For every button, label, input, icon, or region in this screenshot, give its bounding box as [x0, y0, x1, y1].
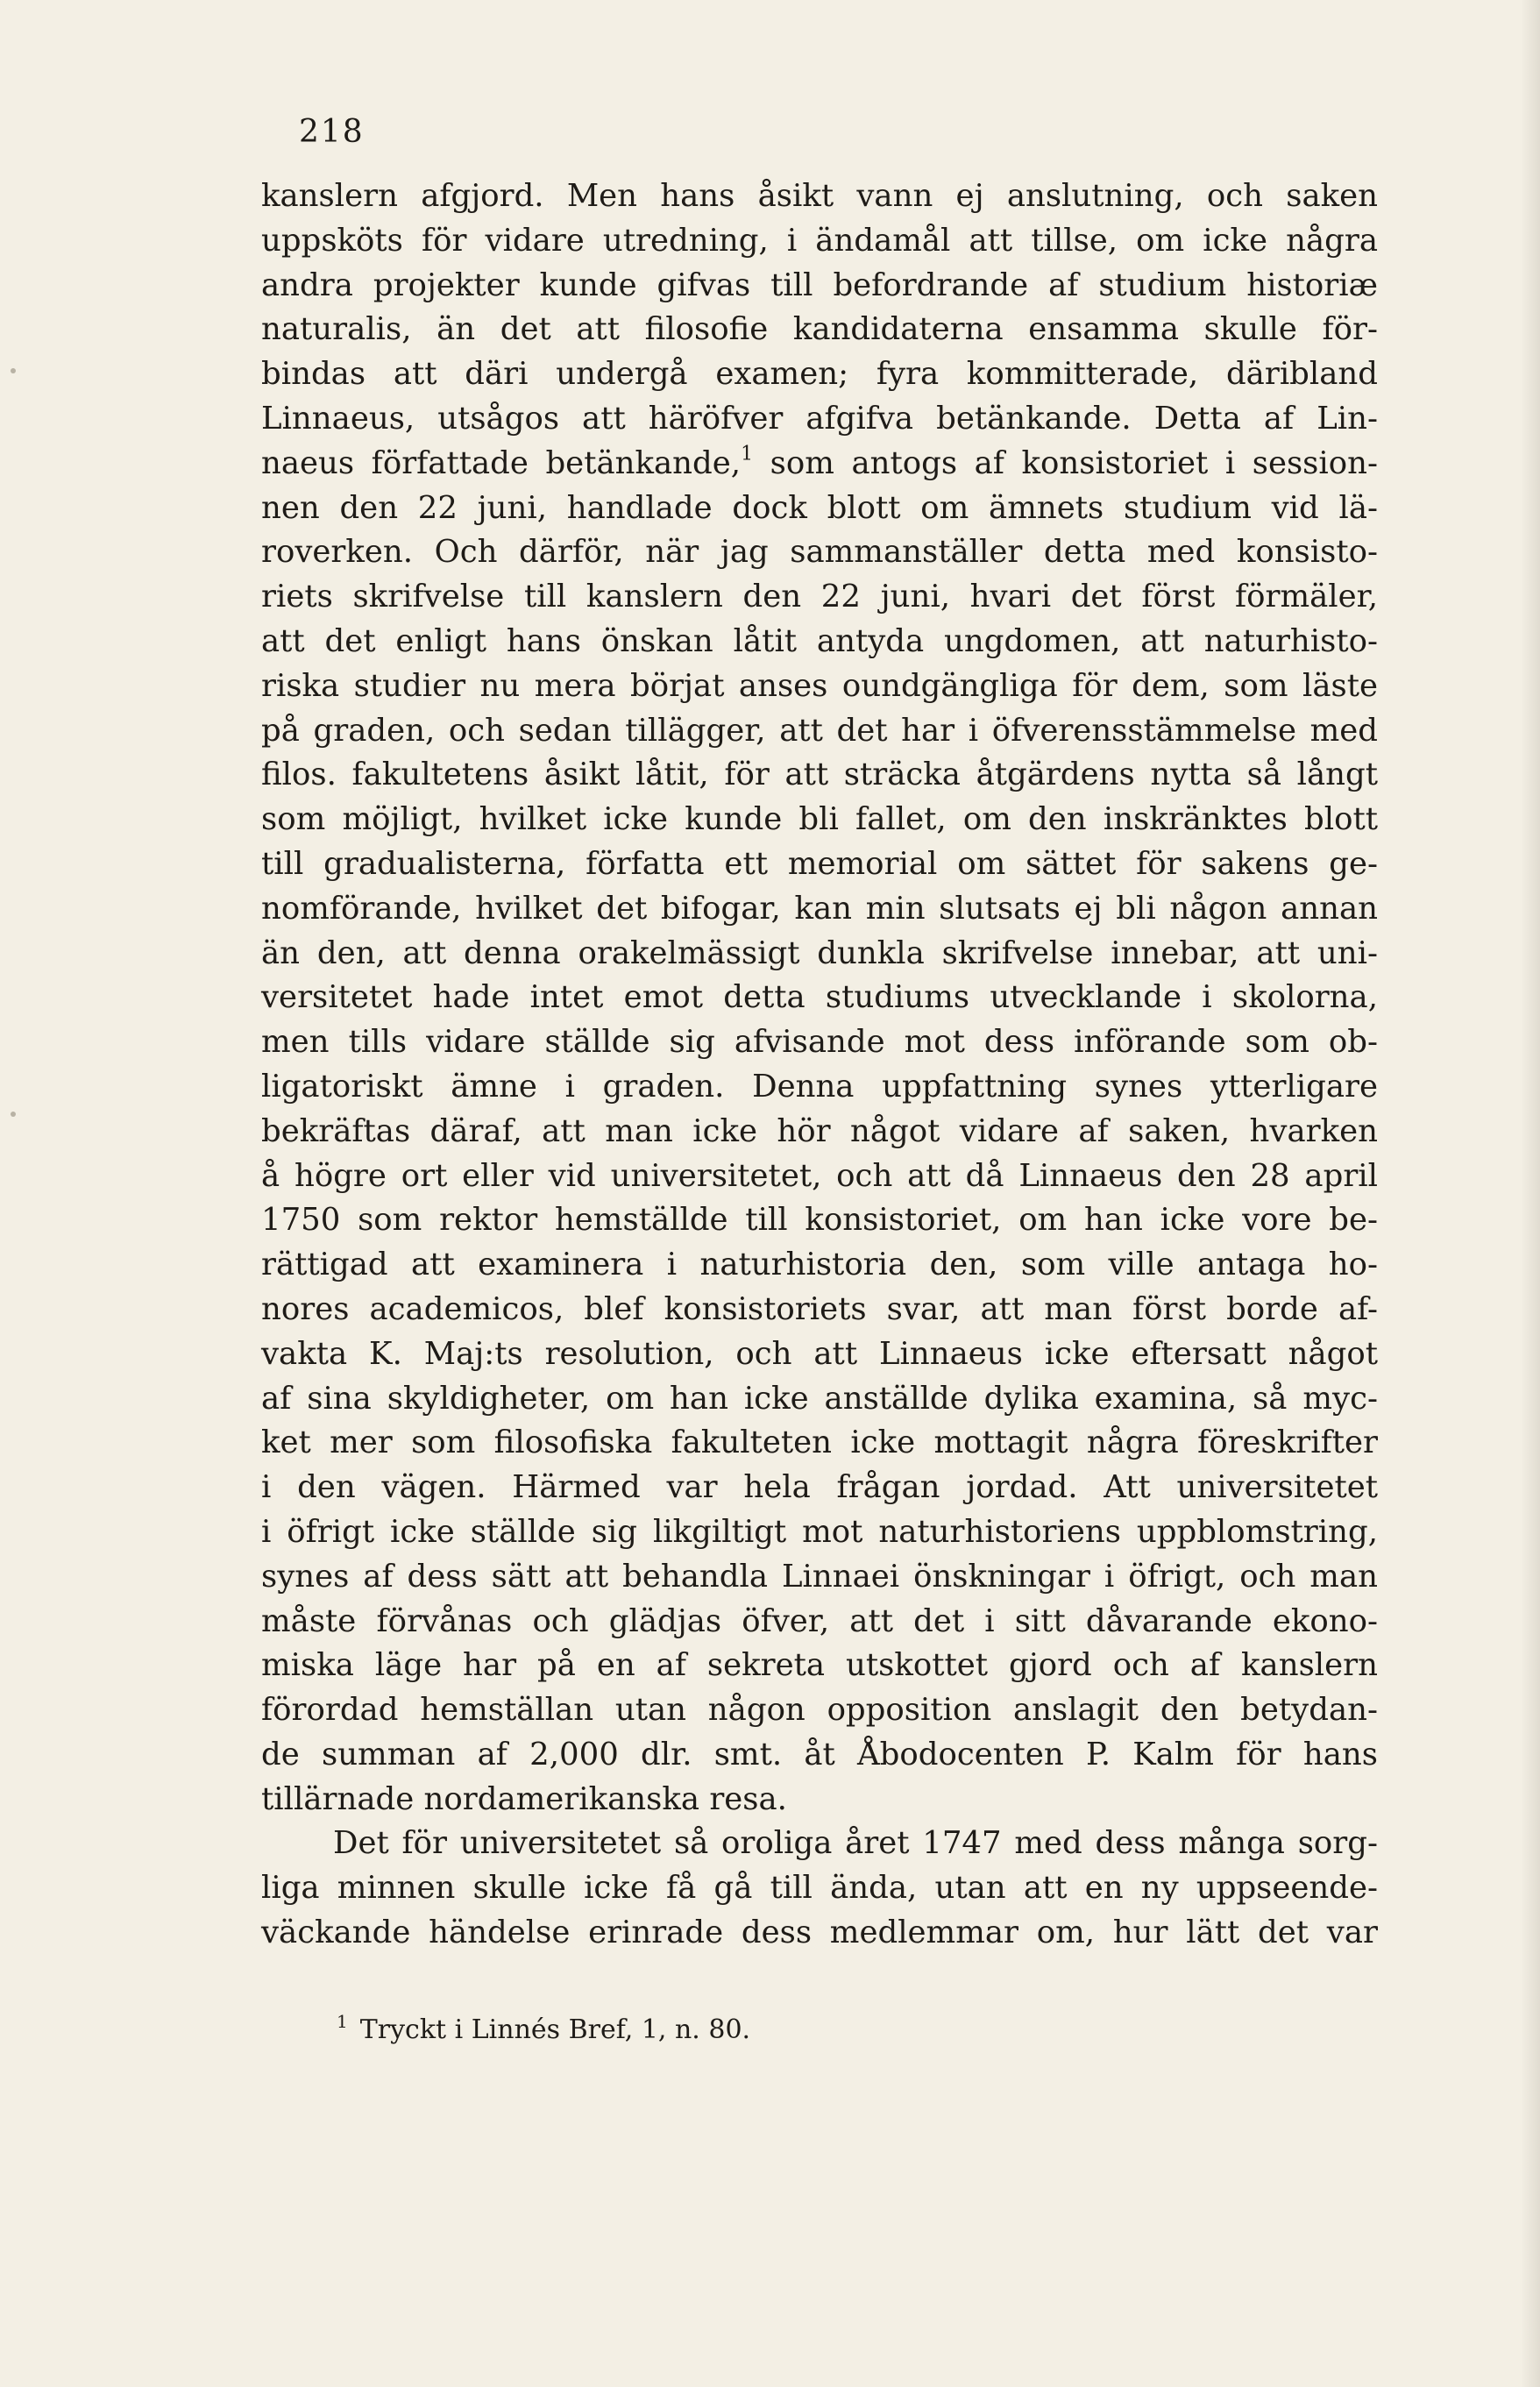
text-line: bindas att däri undergå examen; fyra kommitterade, däribland — [261, 356, 1378, 393]
text-line: roverken. Och därför, när jag sammanställer detta med konsisto- — [261, 534, 1378, 571]
page-edge-shadow — [1521, 0, 1540, 2387]
paragraph-end-line: tillärnade nordamerikanska resa. — [261, 1780, 787, 1817]
text-line: kanslern afgjord. Men hans åsikt vann ej anslutning, och saken — [261, 178, 1378, 214]
text-line: nomförande, hvilket det bifogar, kan min slutsats ej bli någon annan — [261, 890, 1378, 927]
text-line: vakta K. Maj:ts resolution, och att Linnaeus icke eftersatt något — [261, 1335, 1378, 1372]
text-line: rättigad att examinera i naturhistoria den, som ville antaga ho- — [261, 1247, 1378, 1283]
page-number: 218 — [299, 114, 365, 150]
text-segment: naeus författade betänkande, — [261, 444, 742, 481]
text-line: nores academicos, blef konsistoriets svar, att man först borde af- — [261, 1290, 1378, 1327]
footnote-reference: 1 — [741, 443, 754, 465]
text-line: naturalis, än det att filosofie kandidaterna ensamma skulle för- — [261, 311, 1378, 348]
text-line: förordad hemställan utan någon opposition anslagit den betydan- — [261, 1692, 1378, 1729]
text-line: af sina skyldigheter, om han icke anställde dylika examina, så myc- — [261, 1380, 1378, 1417]
text-line: riets skrifvelse till kanslern den 22 juni, hvari det först förmäler, — [261, 579, 1378, 615]
text-line: ket mer som filosofiska fakulteten icke mottagit några föreskrifter — [261, 1424, 1378, 1461]
footnote-mark: 1 — [337, 2011, 348, 2032]
text-line: 1750 som rektor hemställde till konsistoriet, om han icke vore be- — [261, 1202, 1378, 1239]
text-line: å högre ort eller vid universitetet, och att då Linnaeus den 28 april — [261, 1157, 1378, 1194]
text-line: liga minnen skulle icke få gå till ända, utan att en ny uppseende- — [261, 1870, 1378, 1907]
text-line: miska läge har på en af sekreta utskottet gjord och af kanslern — [261, 1647, 1378, 1684]
text-line: som möjligt, hvilket icke kunde bli fallet, om den inskränktes blott — [261, 801, 1378, 838]
footnote — [337, 2011, 750, 2045]
text-line: de summan af 2,000 dlr. smt. åt Åbodocenten P. Kalm för hans — [261, 1736, 1378, 1772]
text-line: till gradualisterna, författa ett memorial om sättet för sakens ge- — [261, 845, 1378, 882]
text-line: Linnaeus, utsågos att häröfver afgifva betänkande. Detta af Lin- — [261, 400, 1378, 437]
text-line: bekräftas däraf, att man icke hör något vidare af saken, hvarken — [261, 1112, 1378, 1149]
text-line: i den vägen. Härmed var hela frågan jordad. Att universitetet — [261, 1469, 1378, 1506]
text-line: filos. fakultetens åsikt låtit, för att sträcka åtgärdens nytta så långt — [261, 757, 1378, 793]
text-line: att det enligt hans önskan låtit antyda ungdomen, att naturhisto- — [261, 622, 1378, 659]
text-line: väckande händelse erinrade dess medlemmar om, hur lätt det var — [261, 1915, 1378, 1951]
text-line: på graden, och sedan tillägger, att det har i öfverensstämmelse med — [261, 712, 1378, 749]
text-line: i öfrigt icke ställde sig likgiltigt mot naturhistoriens uppblomstring, — [261, 1513, 1378, 1550]
text-segment: som antogs af konsistoriet i session- — [753, 444, 1378, 481]
text-line: men tills vidare ställde sig afvisande mot dess införande som ob- — [261, 1024, 1378, 1061]
margin-speck — [11, 368, 16, 373]
text-line: andra projekter kunde gifvas till befordrande af studium historiæ — [261, 266, 1378, 303]
text-line: synes af dess sätt att behandla Linnaei önskningar i öfrigt, och man — [261, 1558, 1378, 1595]
text-line: nen den 22 juni, handlade dock blott om ämnets studium vid lä- — [261, 489, 1378, 526]
text-line: än den, att denna orakelmässigt dunkla skrifvelse innebar, att uni- — [261, 934, 1378, 971]
paragraph-start-line: Det för universitetet så oroliga året 1747 med dess många sorg- — [333, 1825, 1378, 1862]
margin-speck — [11, 1112, 16, 1117]
text-line: uppsköts för vidare utredning, i ändamål att tillse, om icke några — [261, 222, 1378, 259]
text-line-with-footnote-ref — [261, 442, 1378, 487]
body-text — [261, 174, 1378, 1956]
text-line: versitetet hade intet emot detta studiums utvecklande i skolorna, — [261, 979, 1378, 1016]
text-line: riska studier nu mera börjat anses oundgängliga för dem, som läste — [261, 667, 1378, 704]
text-line: måste förvånas och glädjas öfver, att det i sitt dåvarande ekono- — [261, 1602, 1378, 1639]
text-line: ligatoriskt ämne i graden. Denna uppfattning synes ytterligare — [261, 1068, 1378, 1105]
footnote-text: Tryckt i Linnés Bref, 1, n. 80. — [359, 2014, 751, 2045]
